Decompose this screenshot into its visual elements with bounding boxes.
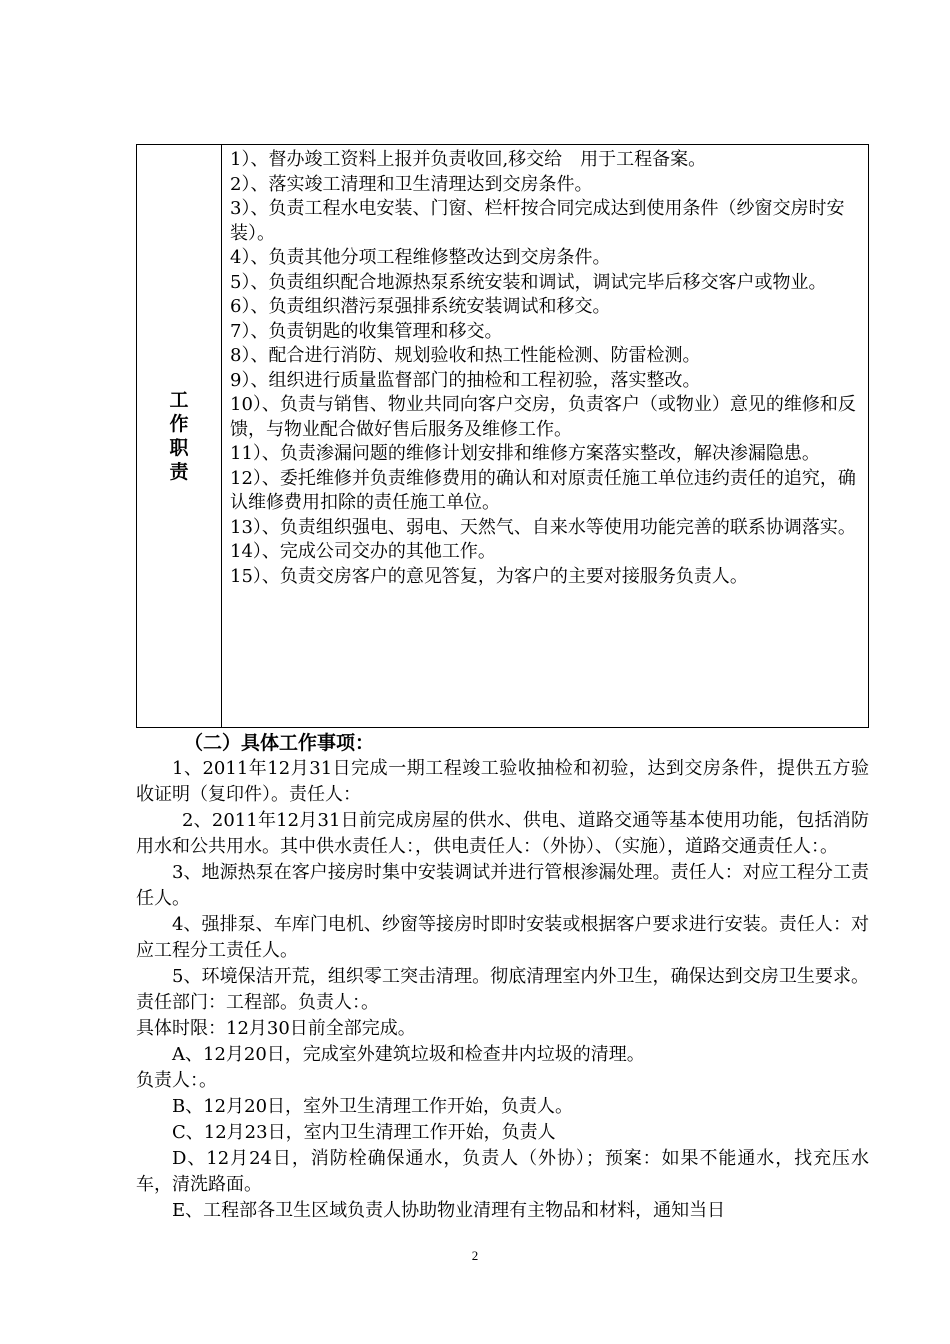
paragraph: 1、2011年12月31日完成一期工程竣工验收抽检和初验，达到交房条件，提供五方验收证明（复印件）。责任人：	[136, 758, 869, 805]
duty-item: 8）、配合进行消防、规划验收和热工性能检测、防雷检测。	[230, 345, 701, 366]
duty-item: 12）、委托维修并负责维修费用的确认和对原责任施工单位违约责任的追究，确认维修费用扣除的责任施工单位。	[230, 467, 856, 513]
duty-item: 1）、督办竣工资料上报并负责收回,移交给 用于工程备案。	[230, 149, 707, 170]
page-number: 2	[471, 1248, 479, 1263]
duty-content-cell	[222, 145, 869, 728]
duty-item: 3）、负责工程水电安装、门窗、栏杆按合同完成达到使用条件（纱窗交房时安装）。	[230, 198, 845, 244]
paragraph: 负责人：。	[136, 1070, 217, 1091]
duty-item: 14）、完成公司交办的其他工作。	[230, 541, 496, 562]
paragraph: C、12月23日，室内卫生清理工作开始，负责人	[172, 1122, 556, 1143]
duty-item: 15）、负责交房客户的意见答复，为客户的主要对接服务负责人。	[230, 565, 748, 587]
duty-item: 9）、组织进行质量监督部门的抽检和工程初验，落实整改。	[230, 369, 701, 391]
paragraph: 4、强排泵、车库门电机、纱窗等接房时即时安装或根据客户要求进行安装。责任人：对应工程分工责任人。	[136, 914, 869, 961]
paragraph: 5、环境保洁开荒，组织零工突击清理。彻底清理室内外卫生，确保达到交房卫生要求。责任部门：工程部。负责人：。	[136, 966, 869, 1013]
paragraph: E、工程部各卫生区域负责人协助物业清理有主物品和材料，通知当日	[172, 1200, 726, 1221]
duty-item: 2）、落实竣工清理和卫生清理达到交房条件。	[230, 173, 593, 195]
duty-item: 6）、负责组织潜污泵强排系统安装调试和移交。	[230, 296, 611, 317]
paragraph: B、12月20日，室外卫生清理工作开始，负责人。	[172, 1096, 574, 1117]
work-items-section	[136, 730, 869, 1224]
paragraph: D、12月24日，消防栓确保通水，负责人（外协）；预案：如果不能通水，找充压水车，清洗路面。	[136, 1148, 869, 1195]
duty-table	[136, 144, 869, 728]
duty-item: 7）、负责钥匙的收集管理和移交。	[230, 320, 503, 342]
duty-table-row	[137, 145, 869, 728]
duty-label-cell	[137, 145, 222, 728]
paragraph: 2、2011年12月31日前完成房屋的供水、供电、道路交通等基本使用功能，包括消防用水和公共用水。其中供水责任人：，供电责任人：（外协）、（实施），道路交通责任人：。	[136, 810, 869, 857]
duty-item: 11）、负责渗漏问题的维修计划安排和维修方案落实整改，解决渗漏隐患。	[230, 443, 820, 464]
paragraph: 具体时限：12月30日前全部完成。	[136, 1018, 416, 1039]
duty-label: 工作职责	[169, 389, 189, 483]
duty-item: 5）、负责组织配合地源热泵系统安装和调试，调试完毕后移交客户或物业。	[230, 271, 827, 293]
paragraph: 3、地源热泵在客户接房时集中安装调试并进行管根渗漏处理。责任人：对应工程分工责任人。	[136, 862, 869, 909]
duty-item: 10）、负责与销售、物业共同向客户交房，负责客户（或物业）意见的维修和反馈，与物业配合做好售后服务及维修工作。	[230, 394, 856, 440]
duty-item: 13）、负责组织强电、弱电、天然气、自来水等使用功能完善的联系协调落实。	[230, 516, 856, 538]
paragraph: A、12月20日，完成室外建筑垃圾和检查井内垃圾的清理。	[172, 1044, 645, 1065]
duty-item: 4）、负责其他分项工程维修整改达到交房条件。	[230, 247, 611, 268]
duty-list	[222, 145, 868, 589]
section-title: （二）具体工作事项：	[184, 732, 375, 754]
